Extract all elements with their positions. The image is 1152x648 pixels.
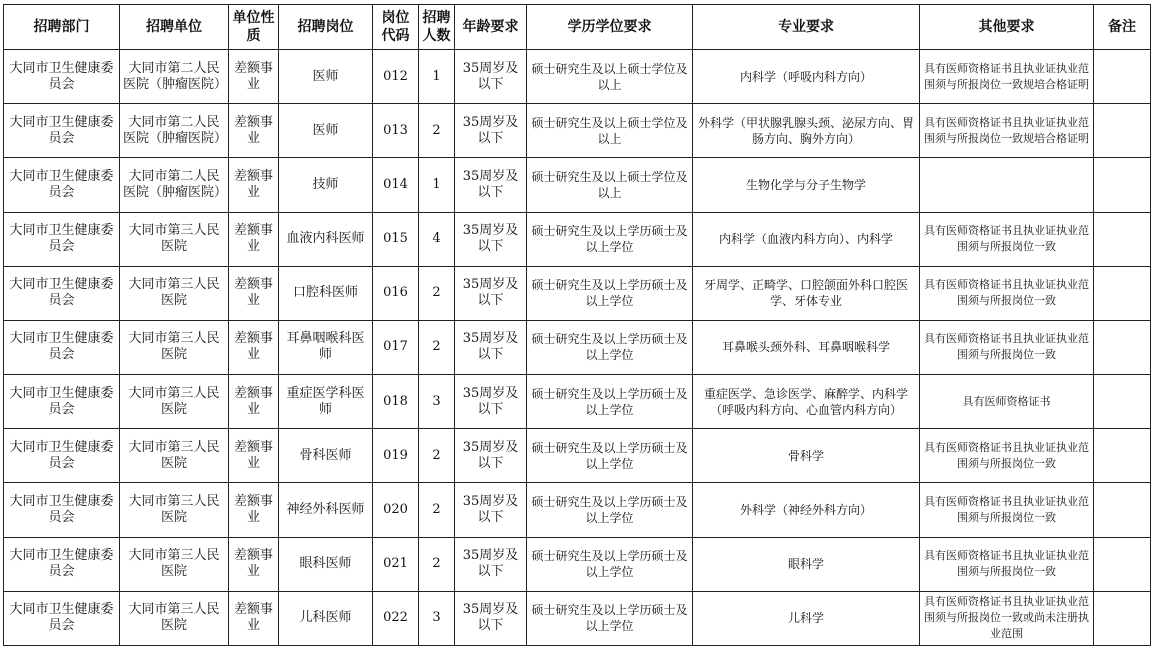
cell-other: 具有医师资格证书且执业证执业范围须与所报岗位一致规培合格证明: [920, 104, 1094, 158]
cell-code: 021: [373, 537, 419, 591]
cell-major: 内科学（呼吸内科方向）: [693, 50, 920, 104]
table-row: [4, 591, 1151, 645]
cell-count: 1: [419, 50, 455, 104]
header-code: 岗位代码: [373, 5, 419, 50]
header-other: 其他要求: [920, 5, 1094, 50]
cell-unit: 大同市第二人民医院（肿瘤医院）: [120, 50, 229, 104]
cell-dept: 大同市卫生健康委员会: [4, 158, 120, 212]
cell-edu: 硕士研究生及以上学历硕士及以上学位: [527, 266, 693, 320]
cell-remark: [1094, 483, 1151, 537]
cell-edu: 硕士研究生及以上学历硕士及以上学位: [527, 320, 693, 374]
cell-dept: 大同市卫生健康委员会: [4, 483, 120, 537]
cell-post: 神经外科医师: [279, 483, 373, 537]
cell-age: 35周岁及以下: [455, 158, 527, 212]
cell-dept: 大同市卫生健康委员会: [4, 537, 120, 591]
cell-age: 35周岁及以下: [455, 483, 527, 537]
cell-other: 具有医师资格证书且执业证执业范围须与所报岗位一致规培合格证明: [920, 50, 1094, 104]
cell-remark: [1094, 537, 1151, 591]
cell-nature: 差额事业: [229, 158, 279, 212]
cell-major: 内科学（血液内科方向）、内科学: [693, 212, 920, 266]
cell-age: 35周岁及以下: [455, 429, 527, 483]
table-row: [4, 266, 1151, 320]
cell-unit: 大同市第二人民医院（肿瘤医院）: [120, 104, 229, 158]
cell-count: 2: [419, 429, 455, 483]
header-major: 专业要求: [693, 5, 920, 50]
cell-post: 重症医学科医师: [279, 375, 373, 429]
cell-age: 35周岁及以下: [455, 212, 527, 266]
cell-count: 4: [419, 212, 455, 266]
cell-major: 外科学（神经外科方向）: [693, 483, 920, 537]
cell-nature: 差额事业: [229, 537, 279, 591]
cell-nature: 差额事业: [229, 50, 279, 104]
cell-remark: [1094, 429, 1151, 483]
cell-unit: 大同市第三人民医院: [120, 537, 229, 591]
cell-other: 具有医师资格证书: [920, 375, 1094, 429]
cell-code: 015: [373, 212, 419, 266]
cell-dept: 大同市卫生健康委员会: [4, 375, 120, 429]
cell-code: 019: [373, 429, 419, 483]
cell-dept: 大同市卫生健康委员会: [4, 591, 120, 645]
cell-major: 外科学（甲状腺乳腺头颈、泌尿方向、胃肠方向、胸外方向）: [693, 104, 920, 158]
table-row: [4, 158, 1151, 212]
table-row: [4, 320, 1151, 374]
cell-edu: 硕士研究生及以上硕士学位及以上: [527, 158, 693, 212]
cell-post: 口腔科医师: [279, 266, 373, 320]
cell-nature: 差额事业: [229, 483, 279, 537]
cell-major: 儿科学: [693, 591, 920, 645]
cell-age: 35周岁及以下: [455, 50, 527, 104]
cell-edu: 硕士研究生及以上学历硕士及以上学位: [527, 591, 693, 645]
cell-other: 具有医师资格证书且执业证执业范围须与所报岗位一致: [920, 483, 1094, 537]
cell-other: 具有医师资格证书且执业证执业范围须与所报岗位一致: [920, 537, 1094, 591]
cell-edu: 硕士研究生及以上学历硕士及以上学位: [527, 537, 693, 591]
cell-post: 医师: [279, 104, 373, 158]
header-row: [4, 5, 1151, 50]
cell-remark: [1094, 320, 1151, 374]
table-row: [4, 50, 1151, 104]
cell-other: 具有医师资格证书且执业证执业范围须与所报岗位一致: [920, 429, 1094, 483]
cell-code: 017: [373, 320, 419, 374]
cell-age: 35周岁及以下: [455, 320, 527, 374]
cell-count: 2: [419, 320, 455, 374]
cell-nature: 差额事业: [229, 266, 279, 320]
cell-edu: 硕士研究生及以上硕士学位及以上: [527, 50, 693, 104]
cell-remark: [1094, 104, 1151, 158]
header-edu: 学历学位要求: [527, 5, 693, 50]
header-unit: 招聘单位: [120, 5, 229, 50]
header-nature: 单位性质: [229, 5, 279, 50]
cell-unit: 大同市第三人民医院: [120, 320, 229, 374]
cell-nature: 差额事业: [229, 104, 279, 158]
cell-unit: 大同市第三人民医院: [120, 483, 229, 537]
cell-code: 022: [373, 591, 419, 645]
table-row: [4, 429, 1151, 483]
cell-age: 35周岁及以下: [455, 266, 527, 320]
cell-count: 1: [419, 158, 455, 212]
cell-code: 012: [373, 50, 419, 104]
table-row: [4, 104, 1151, 158]
cell-nature: 差额事业: [229, 591, 279, 645]
cell-remark: [1094, 50, 1151, 104]
cell-nature: 差额事业: [229, 429, 279, 483]
cell-major: 耳鼻喉头颈外科、耳鼻咽喉科学: [693, 320, 920, 374]
cell-count: 3: [419, 375, 455, 429]
cell-edu: 硕士研究生及以上学历硕士及以上学位: [527, 483, 693, 537]
cell-dept: 大同市卫生健康委员会: [4, 320, 120, 374]
header-post: 招聘岗位: [279, 5, 373, 50]
cell-code: 014: [373, 158, 419, 212]
header-remark: 备注: [1094, 5, 1151, 50]
cell-age: 35周岁及以下: [455, 104, 527, 158]
cell-post: 眼科医师: [279, 537, 373, 591]
cell-major: 牙周学、正畸学、口腔颌面外科口腔医学、牙体专业: [693, 266, 920, 320]
cell-remark: [1094, 591, 1151, 645]
cell-count: 3: [419, 591, 455, 645]
cell-age: 35周岁及以下: [455, 591, 527, 645]
cell-count: 2: [419, 266, 455, 320]
cell-other: 具有医师资格证书且执业证执业范围须与所报岗位一致或尚未注册执业范围: [920, 591, 1094, 645]
cell-age: 35周岁及以下: [455, 537, 527, 591]
cell-other: 具有医师资格证书且执业证执业范围须与所报岗位一致: [920, 320, 1094, 374]
cell-post: 技师: [279, 158, 373, 212]
cell-remark: [1094, 375, 1151, 429]
header-dept: 招聘部门: [4, 5, 120, 50]
cell-unit: 大同市第三人民医院: [120, 591, 229, 645]
cell-post: 血液内科医师: [279, 212, 373, 266]
cell-other: [920, 158, 1094, 212]
table-row: [4, 483, 1151, 537]
cell-post: 医师: [279, 50, 373, 104]
cell-code: 020: [373, 483, 419, 537]
cell-edu: 硕士研究生及以上学历硕士及以上学位: [527, 429, 693, 483]
cell-remark: [1094, 266, 1151, 320]
recruitment-table: [3, 4, 1151, 646]
cell-other: 具有医师资格证书且执业证执业范围须与所报岗位一致: [920, 212, 1094, 266]
cell-nature: 差额事业: [229, 320, 279, 374]
cell-unit: 大同市第三人民医院: [120, 212, 229, 266]
cell-dept: 大同市卫生健康委员会: [4, 212, 120, 266]
table-row: [4, 537, 1151, 591]
cell-remark: [1094, 158, 1151, 212]
table-row: [4, 375, 1151, 429]
cell-major: 生物化学与分子生物学: [693, 158, 920, 212]
cell-post: 骨科医师: [279, 429, 373, 483]
cell-count: 2: [419, 104, 455, 158]
cell-post: 耳鼻咽喉科医师: [279, 320, 373, 374]
cell-dept: 大同市卫生健康委员会: [4, 429, 120, 483]
cell-unit: 大同市第三人民医院: [120, 429, 229, 483]
cell-count: 2: [419, 537, 455, 591]
cell-code: 013: [373, 104, 419, 158]
cell-code: 016: [373, 266, 419, 320]
cell-edu: 硕士研究生及以上硕士学位及以上: [527, 104, 693, 158]
cell-unit: 大同市第二人民医院（肿瘤医院）: [120, 158, 229, 212]
cell-dept: 大同市卫生健康委员会: [4, 50, 120, 104]
cell-nature: 差额事业: [229, 375, 279, 429]
table-row: [4, 212, 1151, 266]
cell-unit: 大同市第三人民医院: [120, 375, 229, 429]
cell-edu: 硕士研究生及以上学历硕士及以上学位: [527, 375, 693, 429]
cell-remark: [1094, 212, 1151, 266]
cell-major: 骨科学: [693, 429, 920, 483]
cell-dept: 大同市卫生健康委员会: [4, 104, 120, 158]
cell-major: 眼科学: [693, 537, 920, 591]
cell-unit: 大同市第三人民医院: [120, 266, 229, 320]
cell-major: 重症医学、急诊医学、麻醉学、内科学（呼吸内科方向、心血管内科方向）: [693, 375, 920, 429]
cell-dept: 大同市卫生健康委员会: [4, 266, 120, 320]
cell-code: 018: [373, 375, 419, 429]
cell-nature: 差额事业: [229, 212, 279, 266]
header-count: 招聘人数: [419, 5, 455, 50]
header-age: 年龄要求: [455, 5, 527, 50]
cell-count: 2: [419, 483, 455, 537]
cell-post: 儿科医师: [279, 591, 373, 645]
cell-age: 35周岁及以下: [455, 375, 527, 429]
cell-edu: 硕士研究生及以上学历硕士及以上学位: [527, 212, 693, 266]
cell-other: 具有医师资格证书且执业证执业范围须与所报岗位一致: [920, 266, 1094, 320]
